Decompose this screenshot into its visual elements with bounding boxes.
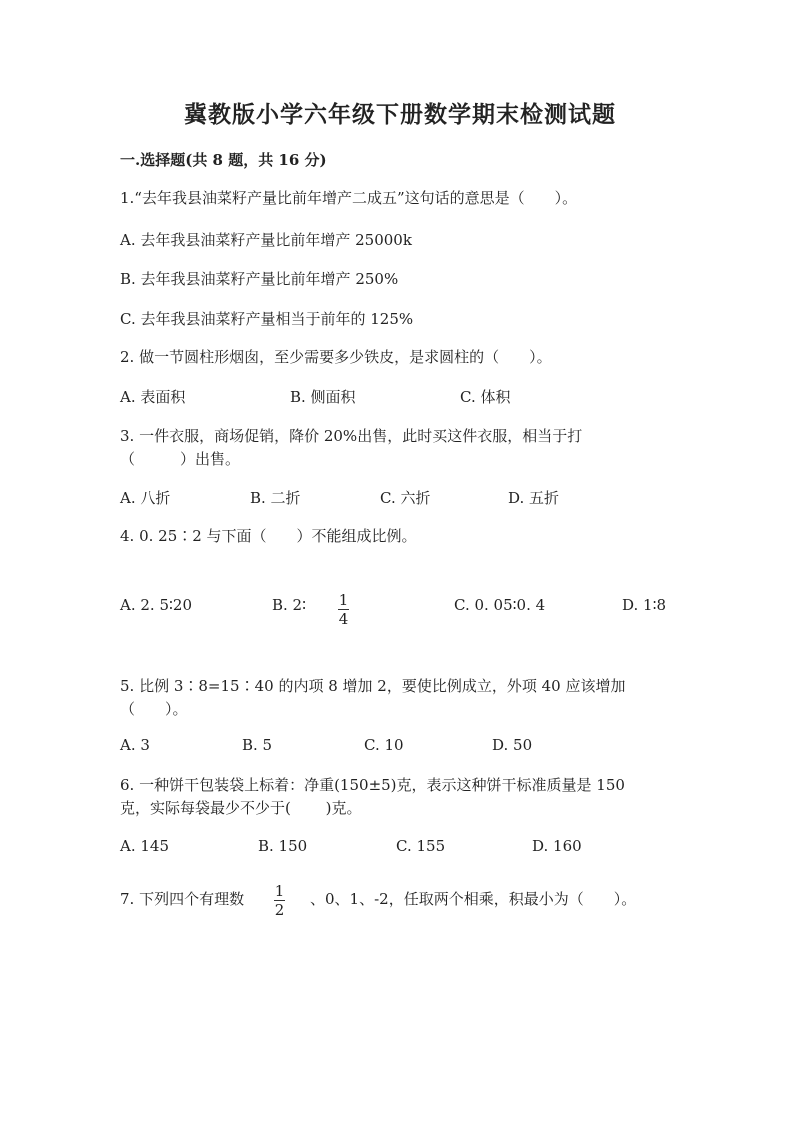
question-3-option-d: D. 五折 xyxy=(508,489,560,507)
page-title: 冀教版小学六年级下册数学期末检测试题 xyxy=(184,101,616,128)
question-5-stem-line-1: 5. 比例 3∶8=15∶40 的内项 8 增加 2，要使比例成立，外项 40 应该增加 xyxy=(120,677,626,695)
question-6-option-d: D. 160 xyxy=(532,837,582,855)
question-1-option-c: C. 去年我县油菜籽产量相当于前年的 125% xyxy=(120,310,414,328)
question-6-stem-line-2: 克，实际每袋最少不少于( )克。 xyxy=(120,799,362,817)
fraction-numerator: 1 xyxy=(274,882,285,900)
question-2-option-a: A. 表面积 xyxy=(120,388,186,406)
question-5-option-b: B. 5 xyxy=(242,736,273,754)
question-7-stem-end: 、0、1、-2，任取两个相乘，积最小为（ ）。 xyxy=(310,890,637,908)
question-7-stem-start: 7. 下列四个有理数 xyxy=(120,890,245,908)
question-3-option-c: C. 六折 xyxy=(380,489,431,507)
question-4-stem: 4. 0. 25∶2 与下面（ ）不能组成比例。 xyxy=(120,527,417,545)
question-3-stem-line-1: 3. 一件衣服，商场促销，降价 20%出售，此时买这件衣服，相当于打 xyxy=(120,427,583,445)
question-4-option-a: A. 2. 5∶20 xyxy=(120,596,192,614)
question-1-option-b: B. 去年我县油菜籽产量比前年增产 250% xyxy=(120,270,399,288)
question-2-stem: 2. 做一节圆柱形烟囱，至少需要多少铁皮，是求圆柱的（ ）。 xyxy=(120,348,552,366)
question-6-option-c: C. 155 xyxy=(396,837,446,855)
question-5-option-a: A. 3 xyxy=(120,736,150,754)
question-3-option-b: B. 二折 xyxy=(250,489,301,507)
question-4-option-d: D. 1∶8 xyxy=(622,596,667,614)
question-6-option-b: B. 150 xyxy=(258,837,308,855)
question-5-option-d: D. 50 xyxy=(492,736,533,754)
question-5-stem-line-2: （ ）。 xyxy=(120,700,188,718)
question-4-option-b-fraction xyxy=(338,592,349,627)
question-2-option-b: B. 侧面积 xyxy=(290,388,356,406)
question-6-option-a: A. 145 xyxy=(120,837,169,855)
question-7-fraction xyxy=(274,883,285,918)
question-3-option-a: A. 八折 xyxy=(120,489,171,507)
question-4-option-c: C. 0. 05∶0. 4 xyxy=(454,596,546,614)
fraction-denominator: 2 xyxy=(274,901,285,919)
question-4-option-b: B. 2∶ xyxy=(272,596,307,614)
question-5-option-c: C. 10 xyxy=(364,736,404,754)
question-3-stem-line-2: （ ）出售。 xyxy=(120,450,241,468)
question-2-option-c: C. 体积 xyxy=(460,388,511,406)
fraction-denominator: 4 xyxy=(338,610,349,628)
question-1-option-a: A. 去年我县油菜籽产量比前年增产 25000k xyxy=(120,231,412,249)
fraction-numerator: 1 xyxy=(338,591,349,609)
section-heading: 一.选择题(共 8 题，共 16 分) xyxy=(120,151,327,169)
question-6-stem-line-1: 6. 一种饼干包装袋上标着：净重(150±5)克，表示这种饼干标准质量是 150 xyxy=(120,776,625,794)
question-1-stem: 1.“去年我县油菜籽产量比前年增产二成五”这句话的意思是（ ）。 xyxy=(120,189,578,207)
